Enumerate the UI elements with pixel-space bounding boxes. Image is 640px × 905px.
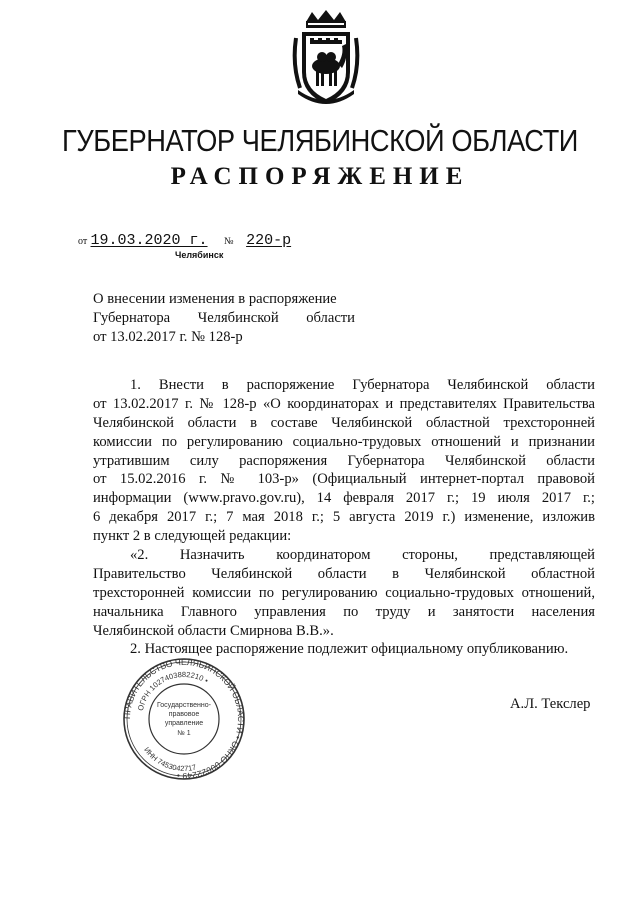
subject-line: Губернатора Челябинской области: [93, 310, 355, 326]
body-line: от 15.02.2016 г. № 103-р» (Официальный интернет-портал правовой: [93, 471, 595, 488]
seal-center-line: правовое: [168, 711, 200, 718]
number-label: №: [224, 236, 234, 247]
subject-line: от 13.02.2017 г. № 128-р: [93, 329, 243, 345]
coat-of-arms-icon: [290, 10, 362, 108]
seal-bottom-text: ИНН 7453042717: [142, 745, 198, 774]
document-body: [93, 376, 595, 659]
seal-center-line: Государственно-: [156, 702, 212, 709]
subject-line: О внесении изменения в распоряжение: [93, 291, 337, 307]
seal-inner-text: ОГРН 1027403882210 •: [135, 669, 210, 712]
governor-title: ГУБЕРНАТОР ЧЕЛЯБИНСКОЙ ОБЛАСТИ: [62, 123, 578, 158]
signatory-name: А.Л. Текслер: [510, 696, 591, 712]
document-date: 19.03.2020 г.: [90, 232, 208, 249]
body-line: трехсторонней комиссии по регулированию социально-трудовых отношений,: [93, 584, 595, 601]
body-line: 2. Настоящее распоряжение подлежит официальному опубликованию.: [130, 641, 569, 658]
document-city: Челябинск: [175, 250, 224, 260]
official-seal: [122, 657, 246, 781]
body-line: начальника Главного управления по труду и занятости населения: [93, 603, 595, 620]
body-line: 6 декабря 2017 г.; 7 мая 2018 г.; 5 августа 2019 г.) изменение, изложив: [93, 509, 595, 526]
date-label: от: [78, 236, 88, 247]
body-line: Челябинской области в составе Челябинской областной трехсторонней: [93, 414, 595, 431]
document-subject: [93, 290, 355, 347]
body-line: информации (www.pravo.gov.ru), 14 февраля 2017 г.; 19 июля 2017 г.;: [93, 490, 595, 507]
document-type: РАСПОРЯЖЕНИЕ: [170, 163, 470, 190]
document-number: 220-р: [246, 232, 292, 249]
seal-center-line: № 1: [177, 730, 191, 737]
body-line: утратившим силу распоряжения Губернатора Челябинской области: [93, 452, 595, 469]
body-line: «2. Назначить координатором стороны, представляющей: [130, 547, 595, 564]
body-line: комиссии по регулированию социально-трудовых отношений и признании: [93, 433, 595, 450]
seal-outer-text: ПРАВИТЕЛЬСТВО ЧЕЛЯБИНСКОЙ ОБЛАСТИ • ОКПО 00022249 •: [122, 657, 246, 781]
document-meta: [78, 232, 291, 249]
body-line: Правительство Челябинской области в Челябинской областной: [93, 565, 595, 582]
body-line: пункт 2 в следующей редакции:: [93, 528, 292, 545]
body-line: 1. Внести в распоряжение Губернатора Челябинской области: [130, 377, 595, 393]
body-line: от 13.02.2017 г. № 128-р «О координаторах и представителях Правительства: [93, 395, 595, 412]
body-line: Челябинской области Смирнова В.В.».: [93, 622, 334, 639]
seal-center-line: управление: [164, 720, 204, 727]
